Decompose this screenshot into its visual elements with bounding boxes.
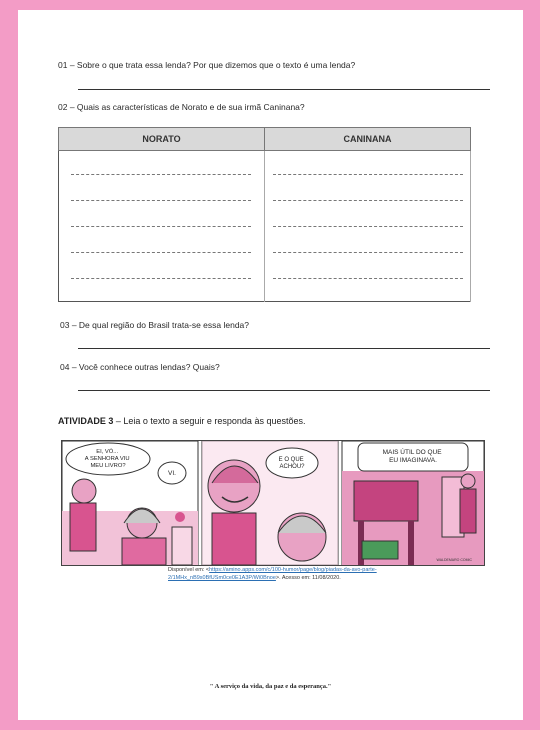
question-4: 04 – Você conhece outras lendas? Quais?	[60, 362, 220, 372]
answer-line-3[interactable]	[78, 348, 490, 349]
dash-line	[71, 200, 251, 201]
activity-label: ATIVIDADE 3	[58, 416, 114, 426]
dash-line	[71, 252, 251, 253]
dash-line	[273, 226, 463, 227]
answer-line-1[interactable]	[78, 89, 490, 90]
activity-text: – Leia o texto a seguir e responda às questões.	[113, 416, 306, 426]
activity-heading	[58, 416, 305, 426]
dash-line	[71, 278, 251, 279]
question-1: 01 – Sobre o que trata essa lenda? Por que dizemos que o texto é uma lenda?	[58, 60, 356, 70]
source-prefix: Disponível em: <	[168, 567, 210, 573]
comic-strip	[61, 440, 485, 566]
norato-answer-cell[interactable]	[59, 151, 265, 302]
source-citation	[168, 566, 488, 582]
characteristics-table	[58, 127, 471, 302]
question-3: 03 – De qual região do Brasil trata-se essa lenda?	[60, 320, 250, 330]
col-header-caninana: CANINANA	[265, 128, 471, 151]
source-link[interactable]: https://amino.apps.com/c/100-humor/page/blog/piadas-da-avo-parte-2/1MHx_nB9s0BfUSm0ce0E1A3P/Wi0Bnoe	[168, 567, 377, 581]
bubble-3-text: E O QUE ACHOU?	[278, 457, 305, 470]
bubble-1-text: EI, VÓ... A SENHORA VIU MEU LIVRO?	[84, 449, 130, 469]
bubble-2-text: VI.	[168, 470, 176, 477]
answer-line-4[interactable]	[78, 390, 490, 391]
question-2: 02 – Quais as características de Norato e de sua irmã Caninana?	[58, 102, 305, 112]
dash-line	[273, 200, 463, 201]
footer-motto: " A serviço da vida, da paz e da esperança."	[209, 683, 332, 690]
dash-line	[71, 226, 251, 227]
dash-line	[71, 174, 251, 175]
caninana-answer-cell[interactable]	[265, 151, 471, 302]
dash-line	[273, 174, 463, 175]
dash-line	[273, 278, 463, 279]
source-suffix: >. Acesso em: 11/08/2020.	[275, 575, 341, 581]
comic-signature: WALDEMARO COMIC	[436, 558, 472, 562]
col-header-norato: NORATO	[59, 128, 265, 151]
bubble-4-text: MAIS ÚTIL DO QUE EU IMAGINAVA.	[382, 449, 442, 464]
worksheet-page	[18, 10, 523, 720]
dash-line	[273, 252, 463, 253]
